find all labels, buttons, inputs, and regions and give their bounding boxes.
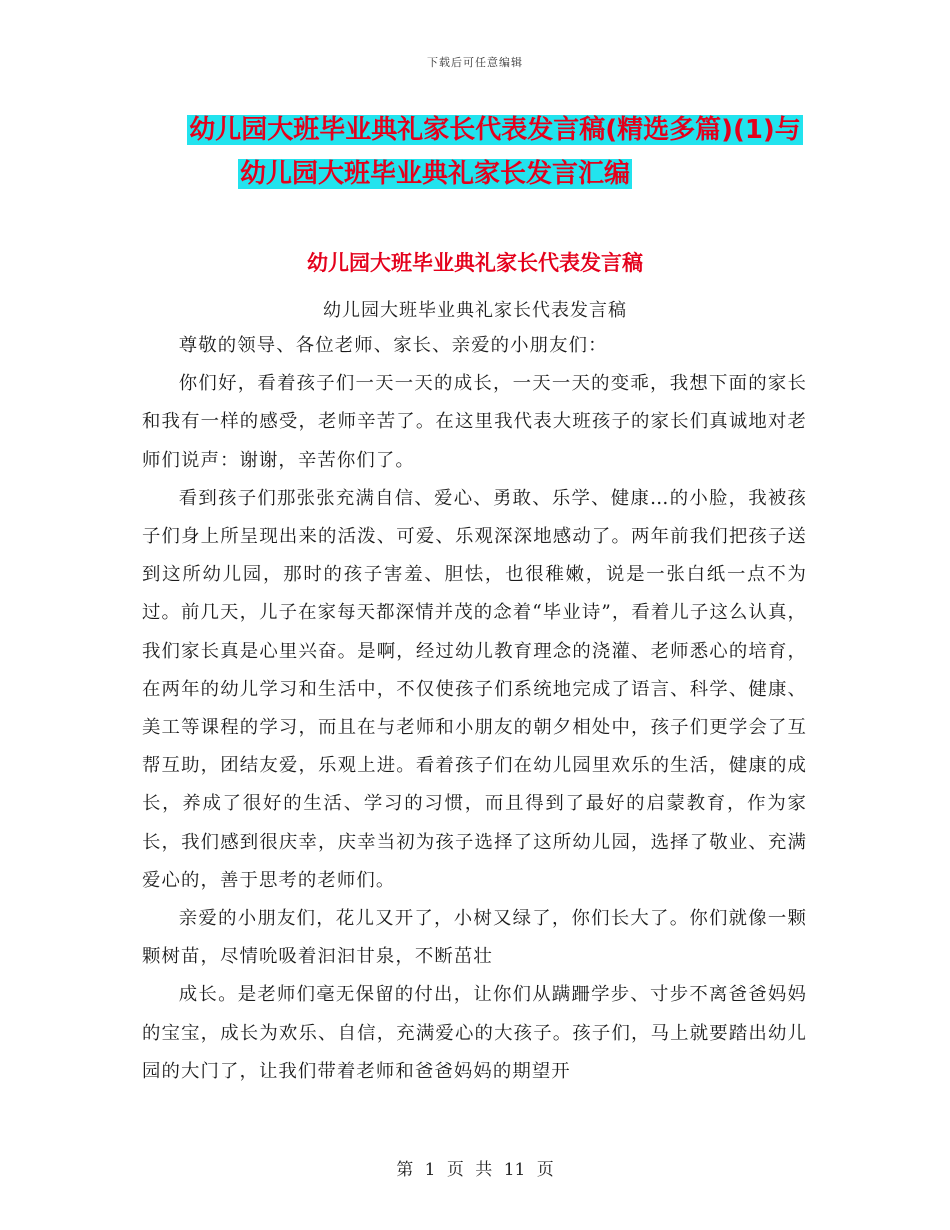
page-number-footer: 第 1 页 共 11 页 xyxy=(396,1160,554,1180)
paragraph-opening: 你们好，看着孩子们一天一天的成长，一天一天的变乖，我想下面的家长和我有一样的感受，老师辛苦了。在这里我代表大班孩子的家长们真诚地对老师们说声：谢谢，辛苦你们了。 xyxy=(142,373,807,471)
document-title-line-1-text: 幼儿园大班毕业典礼家长代表发言稿(精选多篇)(1)与 xyxy=(189,115,801,145)
document-title-line-2-text: 幼儿园大班毕业典礼家长发言汇编 xyxy=(239,159,630,189)
speech-body xyxy=(142,327,807,1091)
paragraph-growth: 成长。是老师们毫无保留的付出，让你们从蹒跚学步、寸步不离爸爸妈妈的宝宝，成长为欢乐、自信，充满爱心的大孩子。孩子们，马上就要踏出幼儿园的大门了，让我们带着老师和爸爸妈妈的期望开 xyxy=(142,984,807,1082)
paragraph-children: 亲爱的小朋友们，花儿又开了，小树又绿了，你们长大了。你们就像一颗颗树苗，尽情吮吸着汩汩甘泉，不断茁壮 xyxy=(142,908,807,968)
header-note: 下载后可任意编辑 xyxy=(427,56,523,69)
paragraph-main: 看到孩子们那张张充满自信、爱心、勇敢、乐学、健康…的小脸，我被孩子们身上所呈现出来的活泼、可爱、乐观深深地感动了。两年前我们把孩子送到这所幼儿园，那时的孩子害羞、胆怯，也很稚嫩，说是一张白纸一点不为过。前几天，儿子在家每天都深情并茂的念着“毕业诗”，看着儿子这么认真，我们家长真是心里兴奋。是啊，经过幼儿教育理念的浇灌、老师悉心的培育，在两年的幼儿学习和生活中，不仅使孩子们系统地完成了语言、科学、健康、美工等课程的学习，而且在与老师和小朋友的朝夕相处中，孩子们更学会了互帮互助，团结友爱，乐观上进。看着孩子们在幼儿园里欢乐的生活，健康的成长，养成了很好的生活、学习的习惯，而且得到了最好的启蒙教育，作为家长，我们感到很庆幸，庆幸当初为孩子选择了这所幼儿园，选择了敬业、充满爱心的，善于思考的老师们。 xyxy=(142,487,807,891)
document-title-line-1 xyxy=(20,112,950,148)
paragraph-greeting: 尊敬的领导、各位老师、家长、亲爱的小朋友们： xyxy=(178,335,608,356)
speech-subtitle: 幼儿园大班毕业典礼家长代表发言稿 xyxy=(323,300,627,321)
document-title-line-2 xyxy=(0,156,910,192)
section-heading: 幼儿园大班毕业典礼家长代表发言稿 xyxy=(307,251,643,275)
